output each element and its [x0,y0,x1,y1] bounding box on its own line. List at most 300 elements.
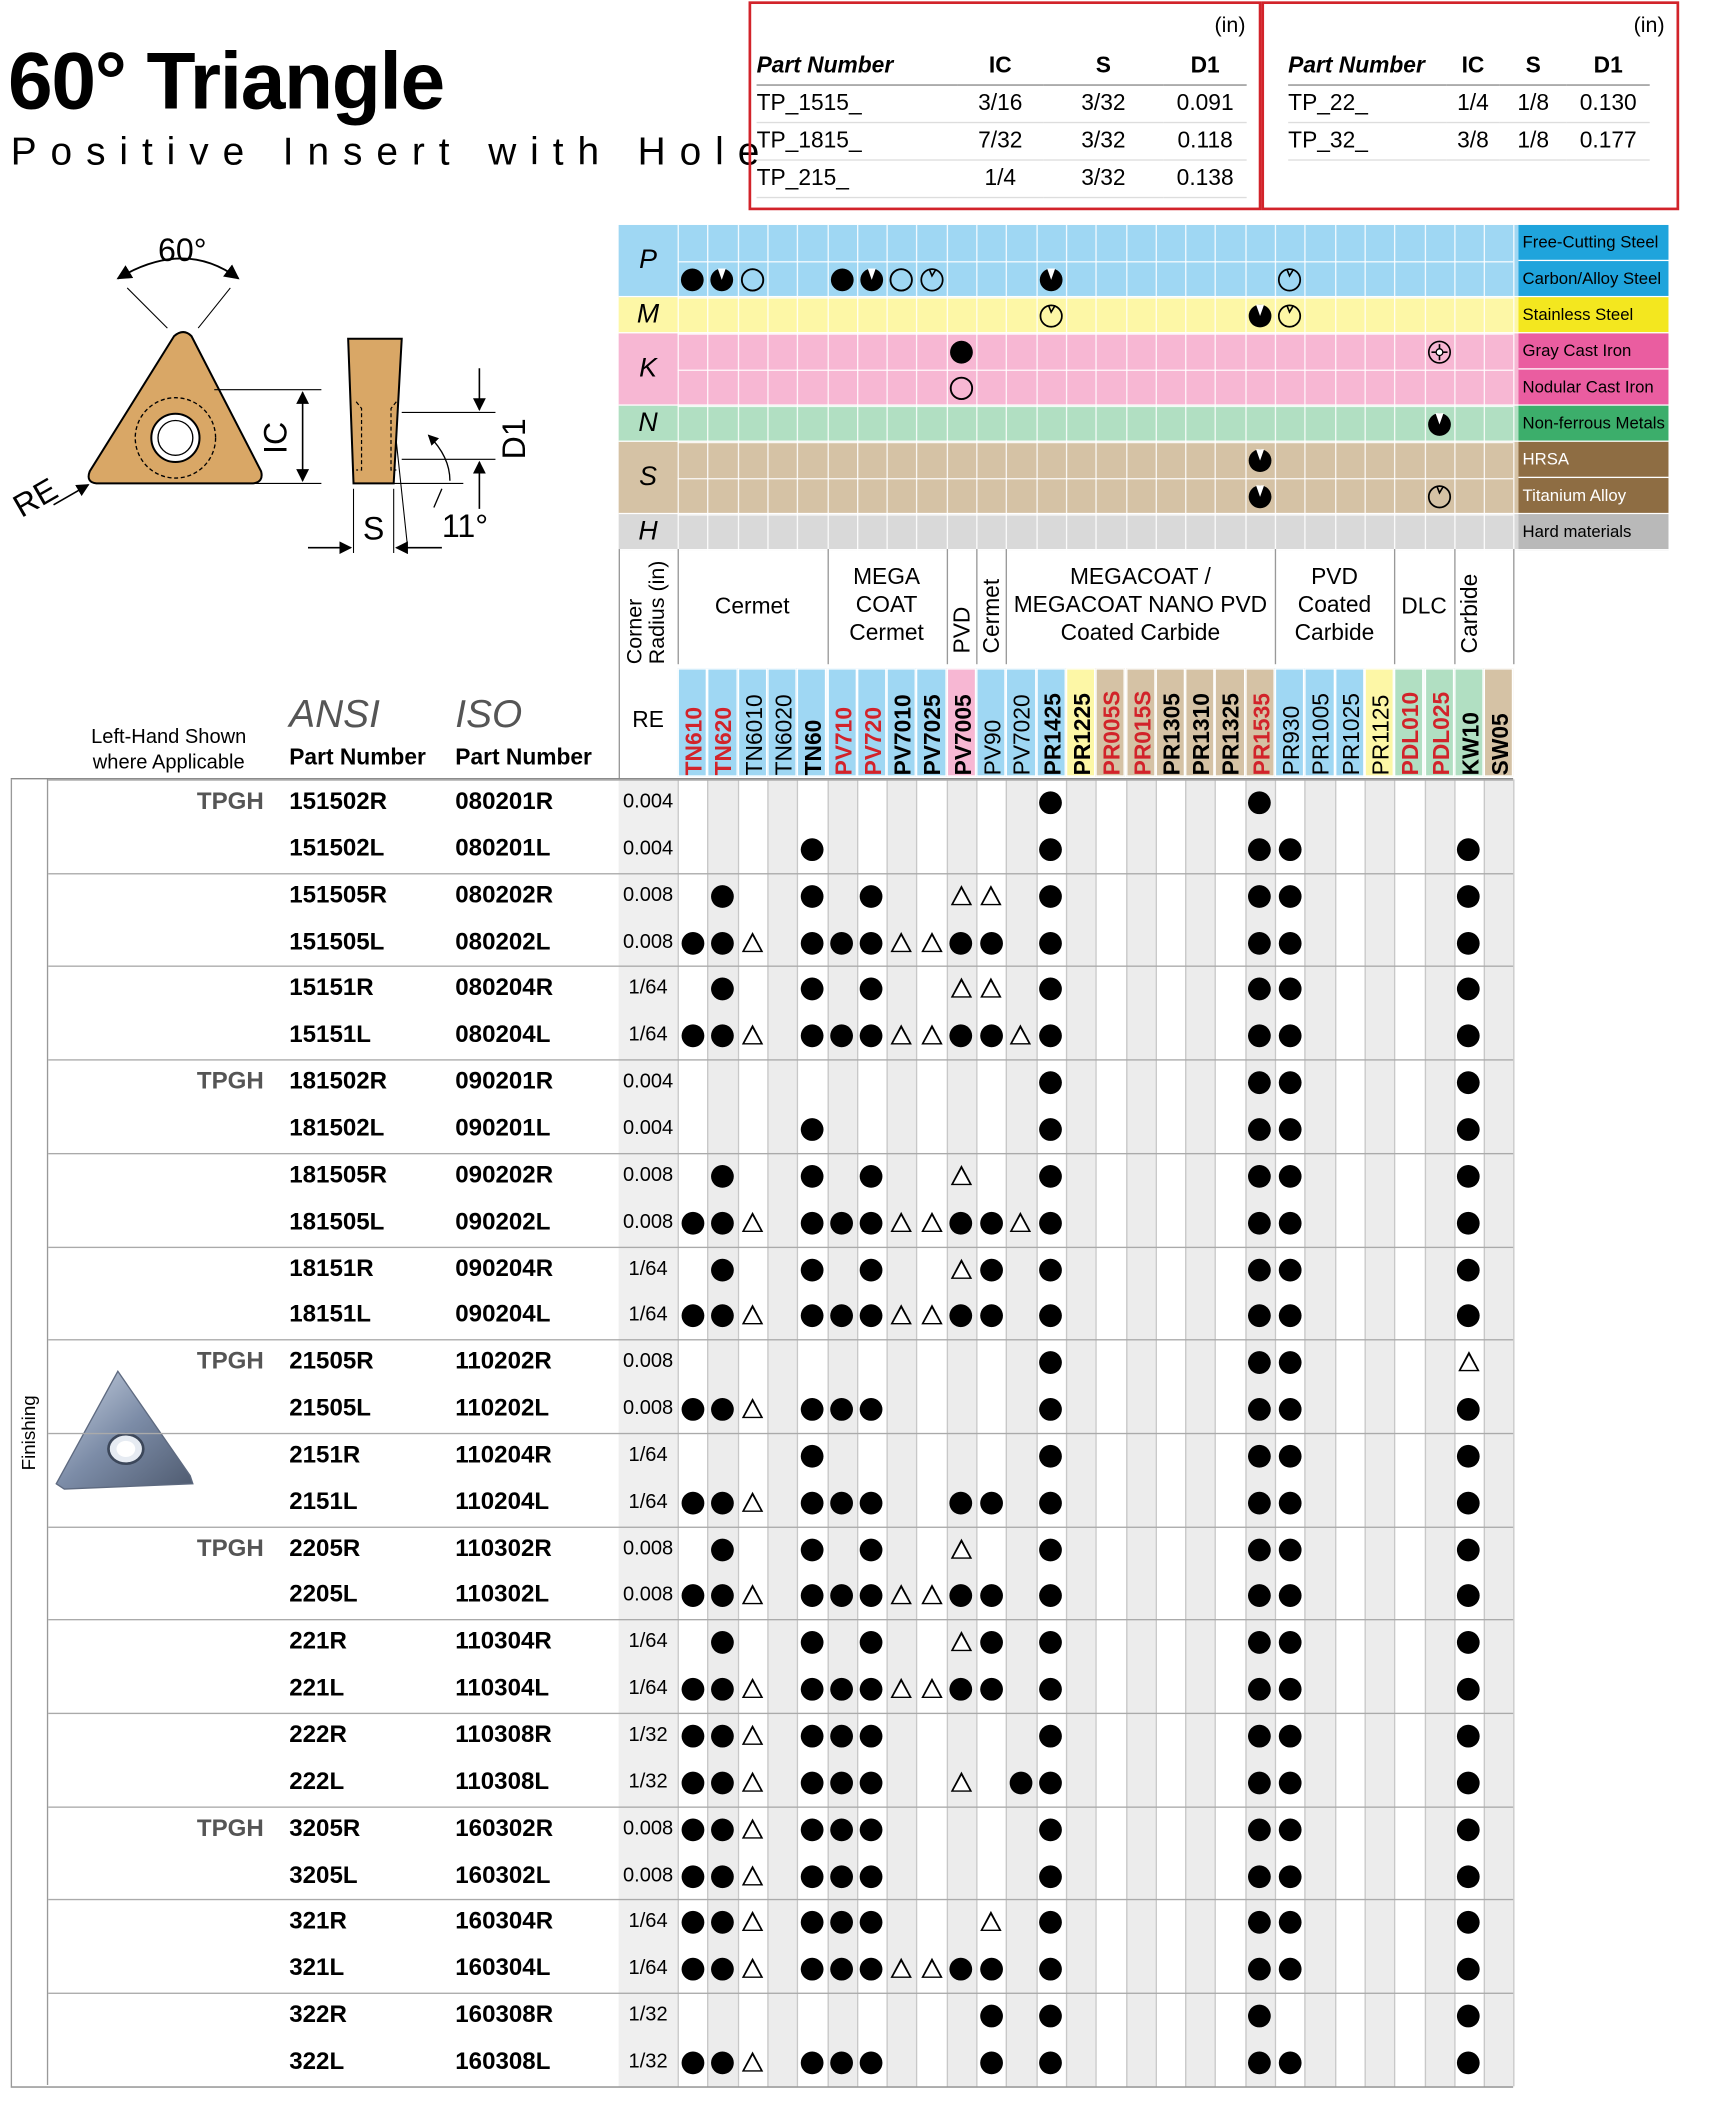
grade-label: TN6010 [741,694,767,776]
recommended-mark [711,1771,734,1794]
table-row [0,1293,1514,1340]
category-label: MEGACOAT / MEGACOAT NANO PVD Coated Carbide [1013,563,1268,646]
iso-part-number: 090201R [455,1067,554,1095]
recommended-mark [1039,1678,1062,1701]
page-subtitle: Positive Insert with Hole [10,131,774,175]
suitability-mark [948,338,975,365]
recommended-mark [830,1865,853,1888]
grid-line [678,442,1514,443]
grid-line [619,549,620,779]
corner-radius-value: 0.008 [622,930,674,953]
recommended-mark [1039,1445,1062,1468]
grade-header-pr015s [1125,668,1155,776]
recommended-mark [860,1025,883,1048]
d1-cell: 0.130 [1567,84,1650,121]
table-row [0,826,1514,873]
recommended-mark [980,931,1003,954]
recommended-mark [681,1025,704,1048]
grade-header-pr1425 [1036,668,1066,776]
recommended-mark [1457,1585,1480,1608]
grade-header-pr005s [1096,668,1126,776]
table-row [0,1013,1514,1060]
corner-radius-value: 1/32 [628,2050,668,2073]
grade-header-pv7025 [916,668,946,776]
grid-line [1096,225,1097,550]
iso-part-number: 160308L [455,2047,551,2075]
table-row [0,1806,1514,1853]
table-row [0,1526,1514,1573]
recommended-mark [1278,1631,1301,1654]
recommended-mark [860,885,883,908]
recommended-mark [860,978,883,1001]
recommended-mark [1457,1678,1480,1701]
recommended-mark [860,1585,883,1608]
grade-header-pr1225 [1066,668,1096,776]
recommended-mark [860,1398,883,1421]
recommended-mark [1457,1398,1480,1421]
ic-cell: 3/16 [957,84,1043,121]
grade-header-pdl010 [1394,668,1424,776]
dimension-table-right [1261,1,1679,210]
table-row [0,1759,1514,1806]
recommended-mark [1278,1305,1301,1328]
dimension-row [757,122,1247,159]
iso-part-number: 160302L [455,1860,551,1888]
category-label: PVD Coated Carbide [1294,563,1375,646]
grid-line [797,225,798,550]
recommended-mark [1039,978,1062,1001]
table-row [0,1106,1514,1153]
grid-line [11,2086,1514,2087]
corner-radius-value: 1/64 [628,1956,668,1980]
dimension-row [757,84,1247,121]
recommended-mark [1248,1491,1271,1514]
suitable-mark [921,1585,942,1605]
recommended-mark [711,1258,734,1281]
suitability-mark [1426,483,1453,510]
recommended-mark [1457,1025,1480,1048]
recommended-mark [1248,1818,1271,1841]
ansi-part-number: 181505L [289,1207,385,1235]
col-ic: IC [1446,47,1500,84]
recommended-mark [1457,1865,1480,1888]
corner-radius-value: 0.004 [622,790,674,813]
recommended-mark [711,1818,734,1841]
d1-label: D1 [495,418,532,460]
suitable-mark [742,1865,763,1885]
corner-radius-value: 0.008 [622,883,674,907]
ansi-part-number: 181505R [289,1160,388,1188]
recommended-mark [1457,1305,1480,1328]
iso-part-number: 160308R [455,2000,554,2028]
grade-label: TN6020 [771,694,797,776]
grade-header-pr1005 [1305,668,1335,776]
suitable-mark [1458,1351,1479,1371]
suitability-mark [1276,266,1303,293]
grade-header-tn610 [678,668,708,776]
suitable-mark [951,1771,972,1791]
recommended-mark [1248,1958,1271,1981]
grade-label: PDL010 [1398,691,1424,776]
ansi-part-number: 18151L [289,1300,372,1328]
iso-part-number: 110204R [455,1440,552,1468]
grade-label: PR1535 [1248,693,1275,776]
ic-cell: 1/4 [1446,84,1500,121]
suitable-mark [921,1025,942,1045]
suitable-mark [742,1025,763,1045]
recommended-mark [1278,2051,1301,2074]
table-row [0,1666,1514,1713]
recommended-mark [1039,1911,1062,1934]
part-number-cell: TP_1815_ [757,122,958,159]
part-number-cell: TP_22_ [1288,84,1446,121]
recommended-mark [1278,978,1301,1001]
grade-header-tn620 [707,668,737,776]
recommended-mark [950,1678,973,1701]
iso-band-m [619,297,1669,333]
recommended-mark [681,1958,704,1981]
table-row [0,1059,1514,1106]
suitable-mark [921,931,942,951]
grid-line [1305,225,1306,550]
recommended-mark [801,1538,824,1561]
iso-part-number: 080201L [455,834,551,861]
table-row [0,966,1514,1013]
grade-label: TN610 [681,707,708,776]
corner-radius-value: 1/64 [628,1676,668,1700]
recommended-mark [980,2005,1003,2028]
ansi-part-number: 2205L [289,1580,358,1608]
recommended-mark [1039,1398,1062,1421]
recommended-mark [860,1958,883,1981]
grade-label: PDL025 [1428,691,1454,776]
col-part-number: Part Number [1288,47,1446,84]
recommended-mark [801,1118,824,1141]
grade-header-kw10 [1454,668,1484,776]
recommended-mark [1039,1025,1062,1048]
col-s: S [1500,47,1567,84]
grade-header-pdl025 [1424,668,1454,776]
corner-radius-value: 1/64 [628,1910,668,1933]
col-s: S [1043,47,1164,84]
grade-label: PR1325 [1219,693,1245,776]
recommended-mark [980,1958,1003,1981]
recommended-mark [681,1911,704,1934]
recommended-mark [1248,1865,1271,1888]
recommended-mark [1457,1771,1480,1794]
recommended-mark [1039,1071,1062,1094]
corner-radius-value: 0.008 [622,1396,674,1420]
suitable-mark [1010,1211,1031,1231]
table-row [0,1199,1514,1246]
iso-band-h [619,514,1669,550]
recommended-mark [1457,1258,1480,1281]
recommended-mark [801,1305,824,1328]
iso-part-number: 090202L [455,1207,551,1235]
material-legend: Non-ferrous Metals [1518,406,1668,442]
recommended-mark [801,1211,824,1234]
ic-cell: 1/4 [957,159,1043,196]
suitability-mark [709,266,736,293]
d1-cell: 0.138 [1164,159,1247,196]
suitable-mark [742,1678,763,1698]
ansi-header: ANSI [289,693,380,737]
suitability-mark [888,266,915,293]
dimension-row [1288,84,1650,121]
ansi-part-number: 2151R [289,1440,361,1468]
iso-part-number: 110304R [455,1627,552,1655]
category-label: Carbide [1456,573,1483,654]
ansi-part-number: 15151R [289,974,374,1001]
suitable-mark [921,1305,942,1325]
s-cell: 3/32 [1043,122,1164,159]
table-row [0,1153,1514,1200]
recommended-mark [980,1678,1003,1701]
ansi-part-number: 21505R [289,1347,374,1375]
table-row [0,1479,1514,1526]
recommended-mark [830,1818,853,1841]
recommended-mark [801,885,824,908]
corner-radius-value: 1/32 [628,1770,668,1793]
recommended-mark [801,1958,824,1981]
recommended-mark [681,1725,704,1748]
grid-line [678,406,1514,407]
recommended-mark [1457,2051,1480,2074]
recommended-mark [1010,1771,1033,1794]
ansi-part-number: 151502R [289,787,388,815]
recommended-mark [950,1211,973,1234]
recommended-mark [1457,1538,1480,1561]
iso-header: ISO [455,693,523,737]
corner-radius-value: 1/64 [628,976,668,1000]
iso-part-number: 110202R [455,1347,552,1375]
recommended-mark [1278,1071,1301,1094]
grade-label: PR1125 [1368,694,1394,776]
grid-line [1514,779,1515,2086]
series-label: TPGH [196,787,264,815]
recommended-mark [1248,2051,1271,2074]
recommended-mark [1278,1725,1301,1748]
iso-part-number: 110302R [455,1534,552,1561]
recommended-mark [711,978,734,1001]
recommended-mark [860,931,883,954]
grid-line [1335,225,1336,550]
recommended-mark [830,1585,853,1608]
recommended-mark [681,931,704,954]
recommended-mark [1457,1491,1480,1514]
clearance-angle-label: 11° [441,507,489,544]
table-row [0,1713,1514,1760]
iso-part-number: 160304R [455,1907,554,1935]
material-legend: Hard materials [1518,514,1668,550]
recommended-mark [1278,1585,1301,1608]
recommended-mark [801,838,824,861]
ansi-part-number: 151505R [289,880,388,908]
grid-line [1394,225,1395,550]
grid-line [767,225,768,550]
iso-part-number: 160304L [455,1954,551,1981]
suitable-mark [891,1958,912,1978]
recommended-mark [1039,1725,1062,1748]
recommended-mark [1248,1631,1271,1654]
corner-radius-value: 0.004 [622,1116,674,1140]
ansi-part-number: 2151L [289,1487,358,1515]
recommended-mark [1039,1818,1062,1841]
grade-header-tn6010 [737,668,767,776]
ansi-part-number: 3205R [289,1814,361,1841]
recommended-mark [711,1911,734,1934]
recommended-mark [1278,1491,1301,1514]
recommended-mark [681,1818,704,1841]
grade-label: PV7025 [920,694,946,776]
grade-label: PV7010 [890,694,917,776]
recommended-mark [860,1678,883,1701]
suitable-mark [742,1818,763,1838]
recommended-mark [1248,1585,1271,1608]
table-row [0,779,1514,826]
corner-radius-value: 1/64 [628,1443,668,1467]
grade-header-pr1325 [1215,668,1245,776]
recommended-mark [1248,885,1271,908]
recommended-mark [1457,1725,1480,1748]
iso-part-number: 110202L [455,1394,550,1421]
suitability-mark [858,266,885,293]
recommended-mark [1278,1398,1301,1421]
grade-label: PR1005 [1308,693,1335,776]
recommended-mark [980,1491,1003,1514]
recommended-mark [860,1911,883,1934]
recommended-mark [1278,1678,1301,1701]
col-d1: D1 [1164,47,1247,84]
corner-radius-value: 1/64 [628,1256,668,1280]
recommended-mark [1248,2005,1271,2028]
recommended-mark [1457,1631,1480,1654]
grid-line [1215,225,1216,550]
corner-radius-header: Corner Radius (in) [624,560,670,665]
suitable-mark [980,885,1001,905]
recommended-mark [1278,1911,1301,1934]
recommended-mark [1039,1258,1062,1281]
recommended-mark [950,1585,973,1608]
grade-label: PR005S [1099,690,1126,776]
recommended-mark [1039,1491,1062,1514]
recommended-mark [980,1585,1003,1608]
recommended-mark [1248,791,1271,814]
recommended-mark [830,2051,853,2074]
grid-line [1185,225,1186,550]
table-row [0,873,1514,920]
category-label: MEGA COAT Cermet [849,563,924,646]
grade-label: PV90 [980,719,1006,776]
recommended-mark [1039,1351,1062,1374]
application-label: Finishing [17,1395,39,1471]
recommended-mark [801,1771,824,1794]
recommended-mark [1278,1445,1301,1468]
recommended-mark [1248,1911,1271,1934]
col-ic: IC [957,47,1043,84]
grid-line [1125,225,1126,550]
recommended-mark [830,1398,853,1421]
recommended-mark [1248,1725,1271,1748]
material-legend: HRSA [1518,442,1668,478]
s-cell: 3/32 [1043,84,1164,121]
recommended-mark [711,1305,734,1328]
recommended-mark [711,1631,734,1654]
corner-radius-value: 1/64 [628,1023,668,1047]
recommended-mark [801,1025,824,1048]
recommended-mark [1039,1165,1062,1188]
suitability-mark [1246,483,1273,510]
dims-left-table [757,47,1247,198]
series-label: TPGH [196,1534,264,1561]
grade-label: PV710 [830,706,857,776]
recommended-mark [950,1491,973,1514]
insert-geometry-diagram [0,221,616,569]
grade-label: PR1310 [1189,693,1215,776]
recommended-mark [801,1398,824,1421]
category-label: Cermet [978,578,1005,654]
recommended-mark [801,1165,824,1188]
suitable-mark [742,1585,763,1605]
recommended-mark [1039,2051,1062,2074]
left-hand-note: Left-Hand Shown where Applicable [91,725,247,775]
s-cell: 3/32 [1043,159,1164,196]
grid-line [678,261,1514,262]
recommended-mark [1248,1025,1271,1048]
grade-header-pr930 [1275,668,1305,776]
ansi-part-number: 321R [289,1907,347,1935]
re-label: RE [6,470,64,525]
recommended-mark [1248,1678,1271,1701]
recommended-mark [1278,1818,1301,1841]
suitability-mark [1037,266,1064,293]
recommended-mark [1248,1538,1271,1561]
table-row [0,1433,1514,1480]
recommended-mark [711,2051,734,2074]
recommended-mark [1457,838,1480,861]
recommended-mark [980,1211,1003,1234]
grid-line [1484,225,1485,550]
suitable-mark [891,1211,912,1231]
d1-cell: 0.118 [1164,122,1247,159]
grid-line [678,514,1514,515]
part-number-cell: TP_215_ [757,159,958,196]
suitable-mark [742,1305,763,1325]
material-legend: Titanium Alloy [1518,478,1668,514]
recommended-mark [980,1258,1003,1281]
grid-line [1514,225,1515,550]
suitable-mark [951,978,972,998]
suitable-mark [951,1258,972,1278]
recommended-mark [801,1911,824,1934]
iso-part-number: 110204L [455,1487,550,1515]
material-legend: Carbon/Alloy Steel [1518,261,1668,297]
iso-part-number: 080204R [455,974,554,1001]
re-header: RE [632,707,664,733]
recommended-mark [980,1305,1003,1328]
recommended-mark [830,1678,853,1701]
recommended-mark [1457,978,1480,1001]
recommended-mark [711,885,734,908]
recommended-mark [1248,838,1271,861]
suitability-mark [1276,302,1303,329]
suitable-mark [891,1025,912,1045]
recommended-mark [860,1165,883,1188]
grade-label: PR930 [1278,705,1305,776]
iso-part-number: 080202R [455,880,554,908]
recommended-mark [950,1958,973,1981]
ansi-part-number: 181502R [289,1067,388,1095]
